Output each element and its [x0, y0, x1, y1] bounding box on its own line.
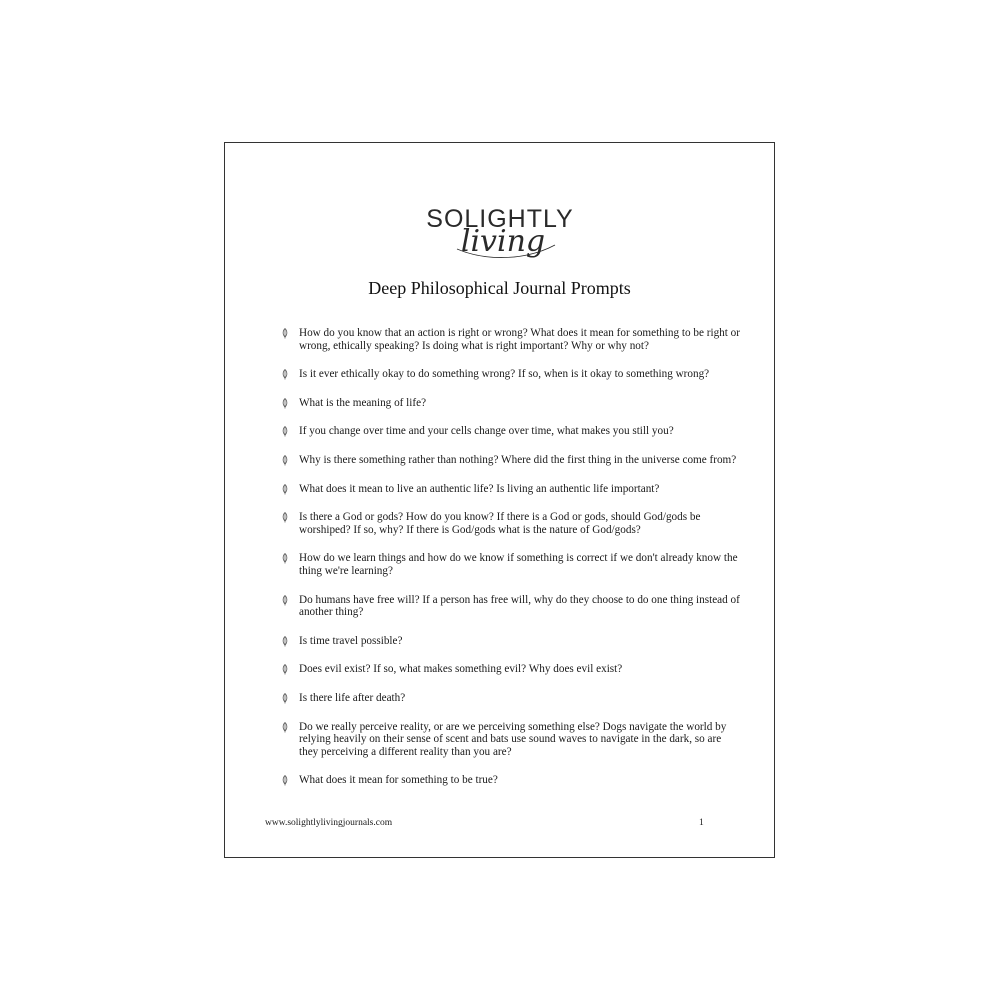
prompt-item: [281, 425, 741, 438]
document-page: [224, 142, 775, 858]
prompt-text: If you change over time and your cells change over time, what makes you still you?: [299, 425, 674, 438]
prompt-item: [281, 454, 741, 467]
prompt-item: [281, 692, 741, 705]
prompt-item: [281, 663, 741, 676]
leaf-icon: [281, 455, 289, 466]
prompt-text: Do humans have free will? If a person has free will, why do they choose to do one thing instead of another thing?: [299, 593, 740, 619]
logo-script: living: [460, 224, 545, 259]
prompt-item: [281, 721, 741, 759]
prompt-text: What does it mean for something to be true?: [299, 774, 498, 787]
leaf-icon: [281, 398, 289, 409]
leaf-icon: [281, 426, 289, 437]
logo-wordmark: SOLIGHTLY: [425, 205, 574, 233]
prompt-text: Do we really perceive reality, or are we perceiving something else? Dogs navigate the world by relying heavily on their sense of scent and bats use sound waves to navigate in the dark, so are they perceiving a different reality than you are?: [299, 720, 727, 758]
leaf-icon: [281, 636, 289, 647]
prompt-item: [281, 635, 741, 648]
prompt-item: [281, 594, 741, 619]
prompt-item: [281, 368, 741, 381]
leaf-icon: [281, 484, 289, 495]
leaf-icon: [281, 369, 289, 380]
prompt-text: How do you know that an action is right or wrong? What does it mean for something to be right or wrong, ethically speaking? Is doing what is right important? Why or why not?: [299, 327, 740, 352]
prompt-list: [281, 327, 741, 803]
prompt-item: [281, 552, 741, 577]
leaf-icon: [281, 693, 289, 704]
page-number: 1: [699, 818, 704, 828]
leaf-icon: [281, 775, 289, 786]
prompt-text: Is it ever ethically okay to do something wrong? If so, when is it okay to something wrong?: [299, 368, 710, 381]
prompt-text: Why is there something rather than nothing? Where did the first thing in the universe come from?: [299, 453, 737, 466]
prompt-text: Is there a God or gods? How do you know? If there is a God or gods, should God/gods be worshiped? If so, why? If there is God/gods what is the nature of God/gods?: [299, 511, 701, 536]
prompt-item: [281, 327, 741, 352]
prompt-text: What does it mean to live an authentic life? Is living an authentic life important?: [299, 482, 660, 495]
footer-url: www.solightlylivingjournals.com: [265, 818, 393, 828]
leaf-icon: [281, 328, 289, 339]
prompt-item: [281, 511, 741, 536]
prompt-text: Is time travel possible?: [299, 634, 403, 647]
leaf-icon: [281, 553, 289, 564]
prompt-item: [281, 397, 741, 410]
page-title: Deep Philosophical Journal Prompts: [368, 278, 631, 298]
prompt-text: Is there life after death?: [299, 691, 406, 704]
prompt-text: How do we learn things and how do we know if something is correct if we don't already know the thing we're learning?: [299, 552, 738, 577]
leaf-icon: [281, 512, 289, 523]
prompt-text: Does evil exist? If so, what makes something evil? Why does evil exist?: [299, 663, 623, 676]
prompt-item: [281, 774, 741, 787]
logo-graphic: [415, 199, 585, 269]
leaf-icon: [281, 722, 289, 733]
prompt-text: What is the meaning of life?: [299, 396, 427, 409]
leaf-icon: [281, 595, 289, 606]
prompt-item: [281, 483, 741, 496]
solightly-living-logo: [225, 199, 774, 269]
leaf-icon: [281, 664, 289, 675]
